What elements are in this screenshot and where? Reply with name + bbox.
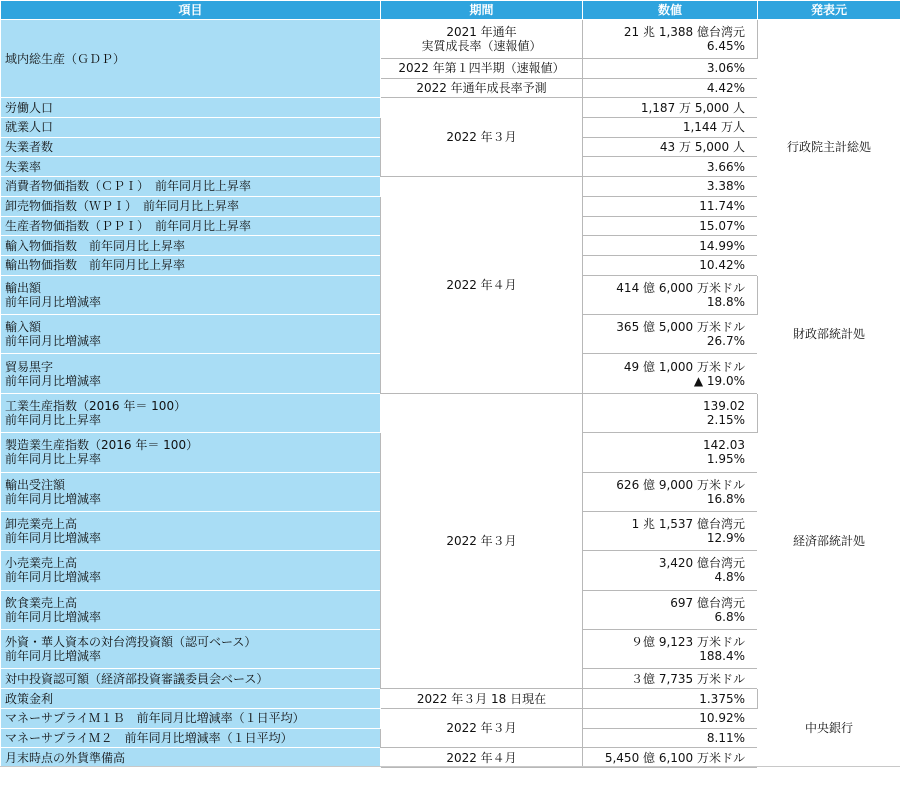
cell-line: 製造業生産指数（2016 年＝ 100） [5,438,199,453]
source-moea: 経済部統計処 [758,393,900,688]
row-period-gdp-q1: 2022 年第１四半期（速報値） [381,59,583,79]
row-item-food-service-sales [1,590,381,629]
row-value-m1b: 10.92% [583,708,758,728]
period-labor: 2022 年３月 [381,98,583,177]
cell-line: 前年同月比増減率 [5,531,102,546]
header-source: 発表元 [758,1,900,20]
row-item-trade-surplus [1,354,381,393]
row-item-policy-rate: 政策金利 [1,689,381,709]
cell-line: 輸入額 [5,320,42,335]
row-item-import-price: 輸入物価指数 前年同月比上昇率 [1,236,381,256]
cell-line: 前年同月比上昇率 [5,412,102,427]
cell-line: 3,420 億台湾元 [658,556,745,571]
row-item-fx-reserves: 月末時点の外貨準備高 [1,748,381,768]
cell-line: 697 億台湾元 [670,595,745,610]
row-value-employed: 1,144 万人 [583,118,758,138]
row-value-import-price: 14.99% [583,236,758,256]
cell-line: 12.9% [706,531,745,546]
row-item-wpi: 卸売物価指数（ＷＰＩ） 前年同月比上昇率 [1,196,381,216]
cell-line: 16.8% [706,491,745,506]
row-period-gdp-2021 [381,20,583,59]
row-value-gdp-q1: 3.06% [583,59,758,79]
row-item-unemployed: 失業者数 [1,137,381,157]
row-value-food-service-sales [583,590,758,629]
cell-line: 139.02 [703,398,745,413]
cell-line: 前年同月比増減率 [5,294,102,309]
cell-line: 工業生産指数（2016 年＝ 100） [5,398,187,413]
row-value-industrial-production [583,393,758,432]
period-prices-trade: 2022 年４月 [381,177,583,394]
cell-line: 輸出受注額 [5,477,66,492]
row-value-export-orders [583,472,758,511]
cell-line: 前年同月比増減率 [5,491,102,506]
row-item-exports [1,275,381,314]
row-value-cpi: 3.38% [583,177,758,197]
row-value-policy-rate: 1.375% [583,689,758,709]
row-item-m1b: マネーサプライＭ１Ｂ 前年同月比増減率（１日平均） [1,708,381,728]
row-value-retail-sales [583,551,758,590]
row-value-china-investment: ３億 7,735 万米ドル [583,669,758,689]
row-item-labor-force: 労働人口 [1,98,381,118]
cell-line: 前年同月比上昇率 [5,452,102,467]
row-value-unemployment-rate: 3.66% [583,157,758,177]
cell-line: 前年同月比増減率 [5,373,102,388]
cell-line: 前年同月比増減率 [5,570,102,585]
row-value-gdp-2021 [583,20,758,59]
period-industry: 2022 年３月 [381,393,583,688]
cell-line: 1 兆 1,537 億台湾元 [631,517,745,532]
header-item: 項目 [1,1,381,20]
row-value-gdp-forecast: 4.42% [583,78,758,98]
cell-line: 18.8% [706,294,745,309]
cell-line: 2.15% [706,412,745,427]
row-value-unemployed: 43 万 5,000 人 [583,137,758,157]
cell-line: 626 億 9,000 万米ドル [616,477,745,492]
cell-line: 21 兆 1,388 億台湾元 [623,25,745,39]
row-item-export-price: 輸出物価指数 前年同月比上昇率 [1,255,381,275]
cell-line: 卸売業売上高 [5,517,78,532]
cell-line: 前年同月比増減率 [5,609,102,624]
row-item-unemployment-rate: 失業率 [1,157,381,177]
row-item-industrial-production [1,393,381,432]
cell-line: 前年同月比増減率 [5,334,102,349]
row-value-m2: 8.11% [583,728,758,748]
row-item-retail-sales [1,551,381,590]
table-bottom-rule [0,766,900,767]
row-item-manufacturing-production [1,433,381,472]
cell-line: 4.8% [714,570,745,585]
cell-line: 貿易黒字 [5,359,54,374]
cell-line: 414 億 6,000 万米ドル [616,280,745,295]
row-item-export-orders [1,472,381,511]
cell-line: 6.8% [714,609,745,624]
cell-line: 前年同月比増減率 [5,649,102,664]
row-item-gdp: 域内総生産（ＧＤＰ） [1,20,381,98]
row-value-wpi: 11.74% [583,196,758,216]
row-value-trade-surplus [583,354,758,393]
cell-line: 外資・華人資本の対台湾投資額（認可ベース） [5,635,257,650]
row-value-manufacturing-production [583,433,758,472]
cell-line: ９億 9,123 万米ドル [631,635,745,650]
header-value: 数値 [583,1,758,20]
row-item-cpi: 消費者物価指数（ＣＰＩ） 前年同月比上昇率 [1,177,381,197]
row-period-policy-rate: 2022 年３月 18 日現在 [381,689,583,709]
row-item-ppi: 生産者物価指数（ＰＰＩ） 前年同月比上昇率 [1,216,381,236]
cell-line: 188.4% [699,649,745,664]
row-value-imports [583,314,758,353]
row-item-imports [1,314,381,353]
row-value-fx-reserves: 5,450 億 6,100 万米ドル [583,748,758,768]
row-item-foreign-investment [1,630,381,669]
row-value-labor-force: 1,187 万 5,000 人 [583,98,758,118]
row-value-wholesale-sales [583,511,758,550]
cell-line: 小売業売上高 [5,556,78,571]
source-dgbas: 行政院主計総処 [758,20,900,276]
cell-line: 飲食業売上高 [5,595,78,610]
row-period-gdp-forecast: 2022 年通年成長率予測 [381,78,583,98]
cell-line: 26.7% [706,334,745,349]
cell-line: 1.95% [706,452,745,467]
cell-line: 142.03 [703,438,745,453]
row-period-fx-reserves: 2022 年４月 [381,748,583,768]
cell-line: 2021 年通年 [446,25,517,39]
header-period: 期間 [381,1,583,20]
cell-line: ▲ 19.0% [693,373,745,388]
source-mof: 財政部統計処 [758,275,900,393]
cell-line: 365 億 5,000 万米ドル [616,320,745,335]
row-value-export-price: 10.42% [583,255,758,275]
cell-line: 実質成長率（速報値） [421,39,542,53]
row-value-exports [583,275,758,314]
cell-line: 6.45% [706,39,745,53]
source-cbc: 中央銀行 [758,689,900,768]
row-value-ppi: 15.07% [583,216,758,236]
cell-line: 輸出額 [5,280,42,295]
period-money: 2022 年３月 [381,708,583,747]
row-item-employed: 就業人口 [1,118,381,138]
cell-line: 49 億 1,000 万米ドル [623,359,745,374]
row-value-foreign-investment [583,630,758,669]
row-item-china-investment: 対中投資認可額（経済部投資審議委員会ベース） [1,669,381,689]
row-item-wholesale-sales [1,511,381,550]
row-item-m2: マネーサプライＭ２ 前年同月比増減率（１日平均） [1,728,381,748]
